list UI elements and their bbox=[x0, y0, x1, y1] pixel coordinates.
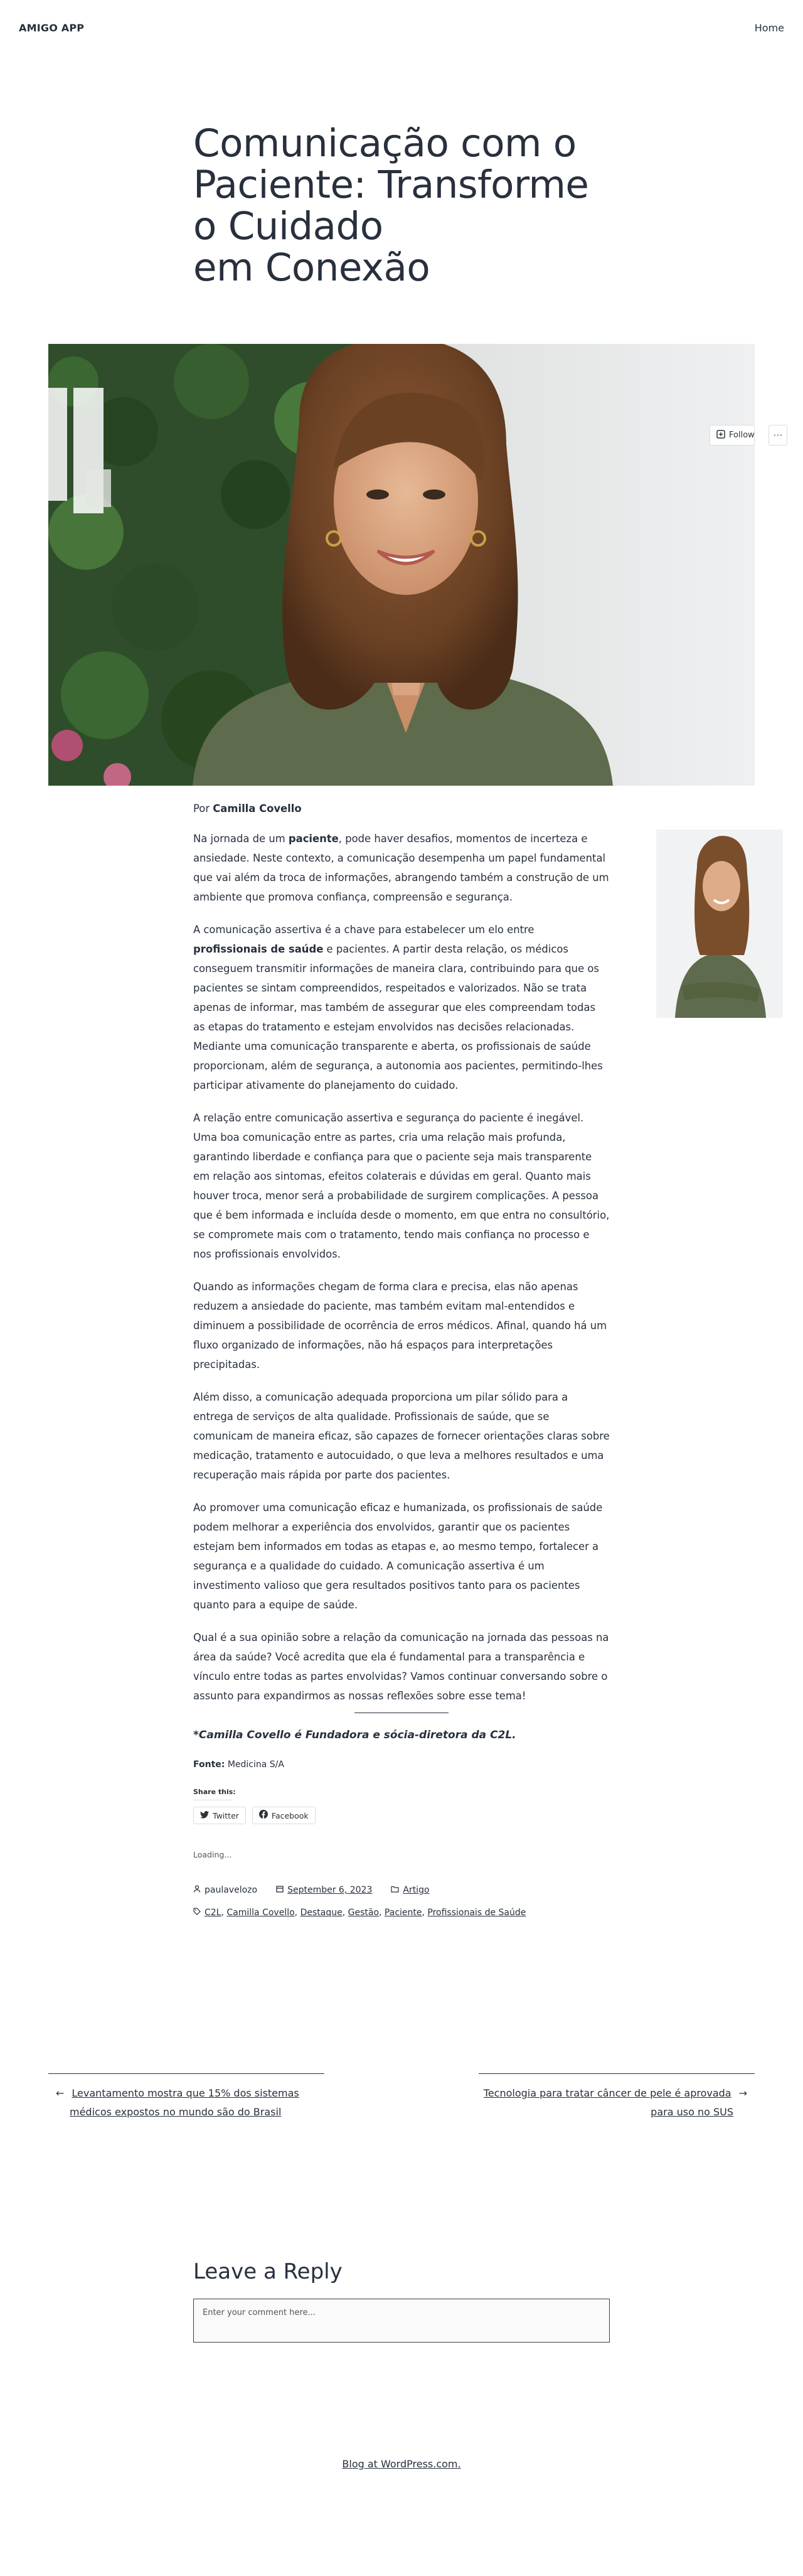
tag-link[interactable]: C2L bbox=[205, 1908, 221, 1918]
paragraph: Quando as informações chegam de forma clara e precisa, elas não apenas reduzem a ansiedade do paciente, mas também evitam mal-entendidos e diminuem a possibilidade de ocorrência de erros médicos. Afinal, quando há um fluxo organizado de informações, não há espaços para interpretações precipitadas. bbox=[193, 1281, 607, 1371]
byline-author: Camilla Covello bbox=[213, 803, 302, 815]
next-post-title: Tecnologia para tratar câncer de pele é aprovada bbox=[483, 2087, 731, 2099]
tag-icon bbox=[193, 1901, 201, 1924]
paragraph-bold: paciente bbox=[288, 833, 339, 845]
author-signature: *Camilla Covello é Fundadora e sócia-diretora da C2L. bbox=[193, 1729, 516, 1741]
arrow-left-icon: ← bbox=[56, 2087, 65, 2099]
site-header bbox=[0, 0, 803, 56]
folder-icon bbox=[391, 1879, 399, 1901]
meta-row-tags bbox=[193, 1901, 610, 1924]
paragraph bbox=[193, 829, 610, 907]
comment-input[interactable]: Enter your comment here... bbox=[193, 2299, 610, 2343]
site-title-link[interactable]: AMIGO APP bbox=[19, 22, 85, 34]
paragraph-text: Na jornada de um bbox=[193, 833, 289, 845]
paragraph: A relação entre comunicação assertiva e segurança do paciente é inegável. Uma boa comunicação entre as partes, cria uma relação mais profunda, garantindo liberdade e confiança para que o paciente seja mais transparente em relação aos sintomas, efeitos colaterais e dúvidas em geral. Quanto mais houver troca, menor será a probabilidade de surgirem complicações. A pessoa que é bem informada e incluída desde o momento, em que entra no consultório, se compromete mais com o tratamento, tendo mais confiança no processo e nos profissionais envolvidos. bbox=[193, 1112, 610, 1260]
previous-post-nav bbox=[48, 2073, 324, 2122]
nav-rule bbox=[48, 2073, 324, 2074]
follow-button[interactable] bbox=[710, 425, 755, 446]
share-twitter-button[interactable] bbox=[193, 1807, 246, 1824]
share-facebook-button[interactable] bbox=[252, 1807, 316, 1824]
follow-icon bbox=[716, 430, 725, 441]
post-title-line: Paciente: Transforme bbox=[193, 163, 589, 207]
post-date-link[interactable]: September 6, 2023 bbox=[287, 1885, 373, 1895]
paragraph-bold: profissionais de saúde bbox=[193, 943, 324, 955]
paragraph: Ao promover uma comunicação eficaz e humanizada, os profissionais de saúde podem melhorar a experiência dos envolvidos, garantir que os pacientes estejam bem informados em todas as etapas e, ao mesmo tempo, fortalecer a segurança e a qualidade do cuidado. A comunicação assertiva é um investimento valioso que gera resultados positivos tanto para os pacientes quanto para a equipe de saúde. bbox=[193, 1502, 603, 1611]
share-twitter-label: Twitter bbox=[213, 1810, 239, 1820]
share-facebook-label: Facebook bbox=[271, 1810, 309, 1820]
paragraph: Qual é a sua opinião sobre a relação da comunicação na jornada das pessoas na área da saúde? Você acredita que ela é fundamental para a transparência e vínculo entre todas as partes envolvidas? Vamos continuar conversando sobre o assunto para expandirmos as nossas reflexões sobre esse tema! bbox=[193, 1632, 609, 1702]
meta-row-primary bbox=[193, 1879, 610, 1901]
follow-label: Follow bbox=[729, 430, 755, 440]
post-title-line: Comunicação com o bbox=[193, 121, 577, 166]
twitter-icon bbox=[200, 1806, 209, 1825]
share-heading: Share this: bbox=[193, 1788, 236, 1796]
previous-post-title-continued: médicos expostos no mundo são do Brasil bbox=[70, 2106, 282, 2118]
previous-post-link[interactable] bbox=[48, 2084, 324, 2122]
tag-link[interactable]: Profissionais de Saúde bbox=[427, 1908, 526, 1918]
more-options-button[interactable]: ··· bbox=[768, 425, 787, 446]
arrow-right-icon: → bbox=[738, 2087, 747, 2099]
leave-reply-heading: Leave a Reply bbox=[193, 2259, 343, 2284]
author-photo bbox=[656, 830, 783, 1018]
paragraph-text: e pacientes. A partir desta relação, os médicos conseguem transmitir informações de maneira clara, contribuindo para que os pacientes se sintam compreendidos, respeitados e valorizados. Não se trata apenas de informar, mas também de assegurar que eles compreendam todas as etapas do tratamento e estejam envolvidos nas decisões relacionadas. Mediante uma comunicação transparente e aberta, os profissionais de saúde proporcionam, além de segurança, a autonomia aos pacientes, permitindo-lhes participar ativamente do planejamento do cuidado. bbox=[193, 943, 603, 1091]
author-icon bbox=[193, 1879, 201, 1901]
post-category-link[interactable]: Artigo bbox=[403, 1885, 430, 1895]
byline-prefix: Por bbox=[193, 803, 213, 815]
source-value: Medicina S/A bbox=[225, 1760, 284, 1770]
tag-link[interactable]: Gestão bbox=[348, 1908, 380, 1918]
post-meta bbox=[193, 1879, 610, 1924]
featured-portrait-illustration bbox=[48, 344, 755, 786]
tag-list: C2L, Camilla Covello, Destaque, Gestão, Paciente, Profissionais de Saúde bbox=[205, 1908, 526, 1918]
paragraph-text: , pode haver desafios, momentos de incerteza e ansiedade. Neste contexto, a comunicação desempenha um papel fundamental que vai além da troca de informações, abrangendo também a construção de um ambiente que promova confiança, compreensão e segurança. bbox=[193, 833, 609, 903]
next-post-title-continued: para uso no SUS bbox=[651, 2106, 733, 2118]
source-line bbox=[193, 1755, 610, 1775]
post-title bbox=[193, 123, 645, 289]
next-post-link[interactable] bbox=[479, 2084, 755, 2122]
share-buttons bbox=[193, 1807, 610, 1824]
featured-image bbox=[48, 344, 755, 786]
byline bbox=[193, 799, 610, 818]
nav-home-link[interactable]: Home bbox=[754, 22, 784, 34]
post-title-line: o Cuidado bbox=[193, 204, 383, 249]
author-portrait-illustration bbox=[656, 830, 783, 1018]
tag-link[interactable]: Paciente bbox=[384, 1908, 422, 1918]
article-content bbox=[193, 799, 610, 1924]
tag-link[interactable]: Camilla Covello bbox=[226, 1908, 295, 1918]
post-title-line: em Conexão bbox=[193, 245, 430, 290]
paragraph: Além disso, a comunicação adequada proporciona um pilar sólido para a entrega de serviços de alta qualidade. Profissionais de saúde, que se comunicam de maneira eficaz, são capazes de fornecer orientações claras sobre medicação, tratamento e autocuidado, o que leva a melhores resultados e uma recuperação mais rápida por parte dos pacientes. bbox=[193, 1391, 610, 1481]
post-author[interactable]: paulavelozo bbox=[205, 1885, 258, 1895]
next-post-nav bbox=[479, 2073, 755, 2122]
facebook-icon bbox=[259, 1806, 268, 1825]
paragraph bbox=[193, 920, 610, 1095]
paragraph-text: A comunicação assertiva é a chave para estabelecer um elo entre bbox=[193, 924, 534, 936]
wordpress-footer-link[interactable]: Blog at WordPress.com. bbox=[342, 2458, 461, 2470]
previous-post-title: Levantamento mostra que 15% dos sistemas bbox=[72, 2087, 299, 2099]
calendar-icon bbox=[276, 1879, 284, 1901]
nav-rule bbox=[479, 2073, 755, 2074]
likes-loading: Loading... bbox=[193, 1850, 232, 1859]
tag-link[interactable]: Destaque bbox=[300, 1908, 343, 1918]
source-label: Fonte: bbox=[193, 1760, 225, 1770]
